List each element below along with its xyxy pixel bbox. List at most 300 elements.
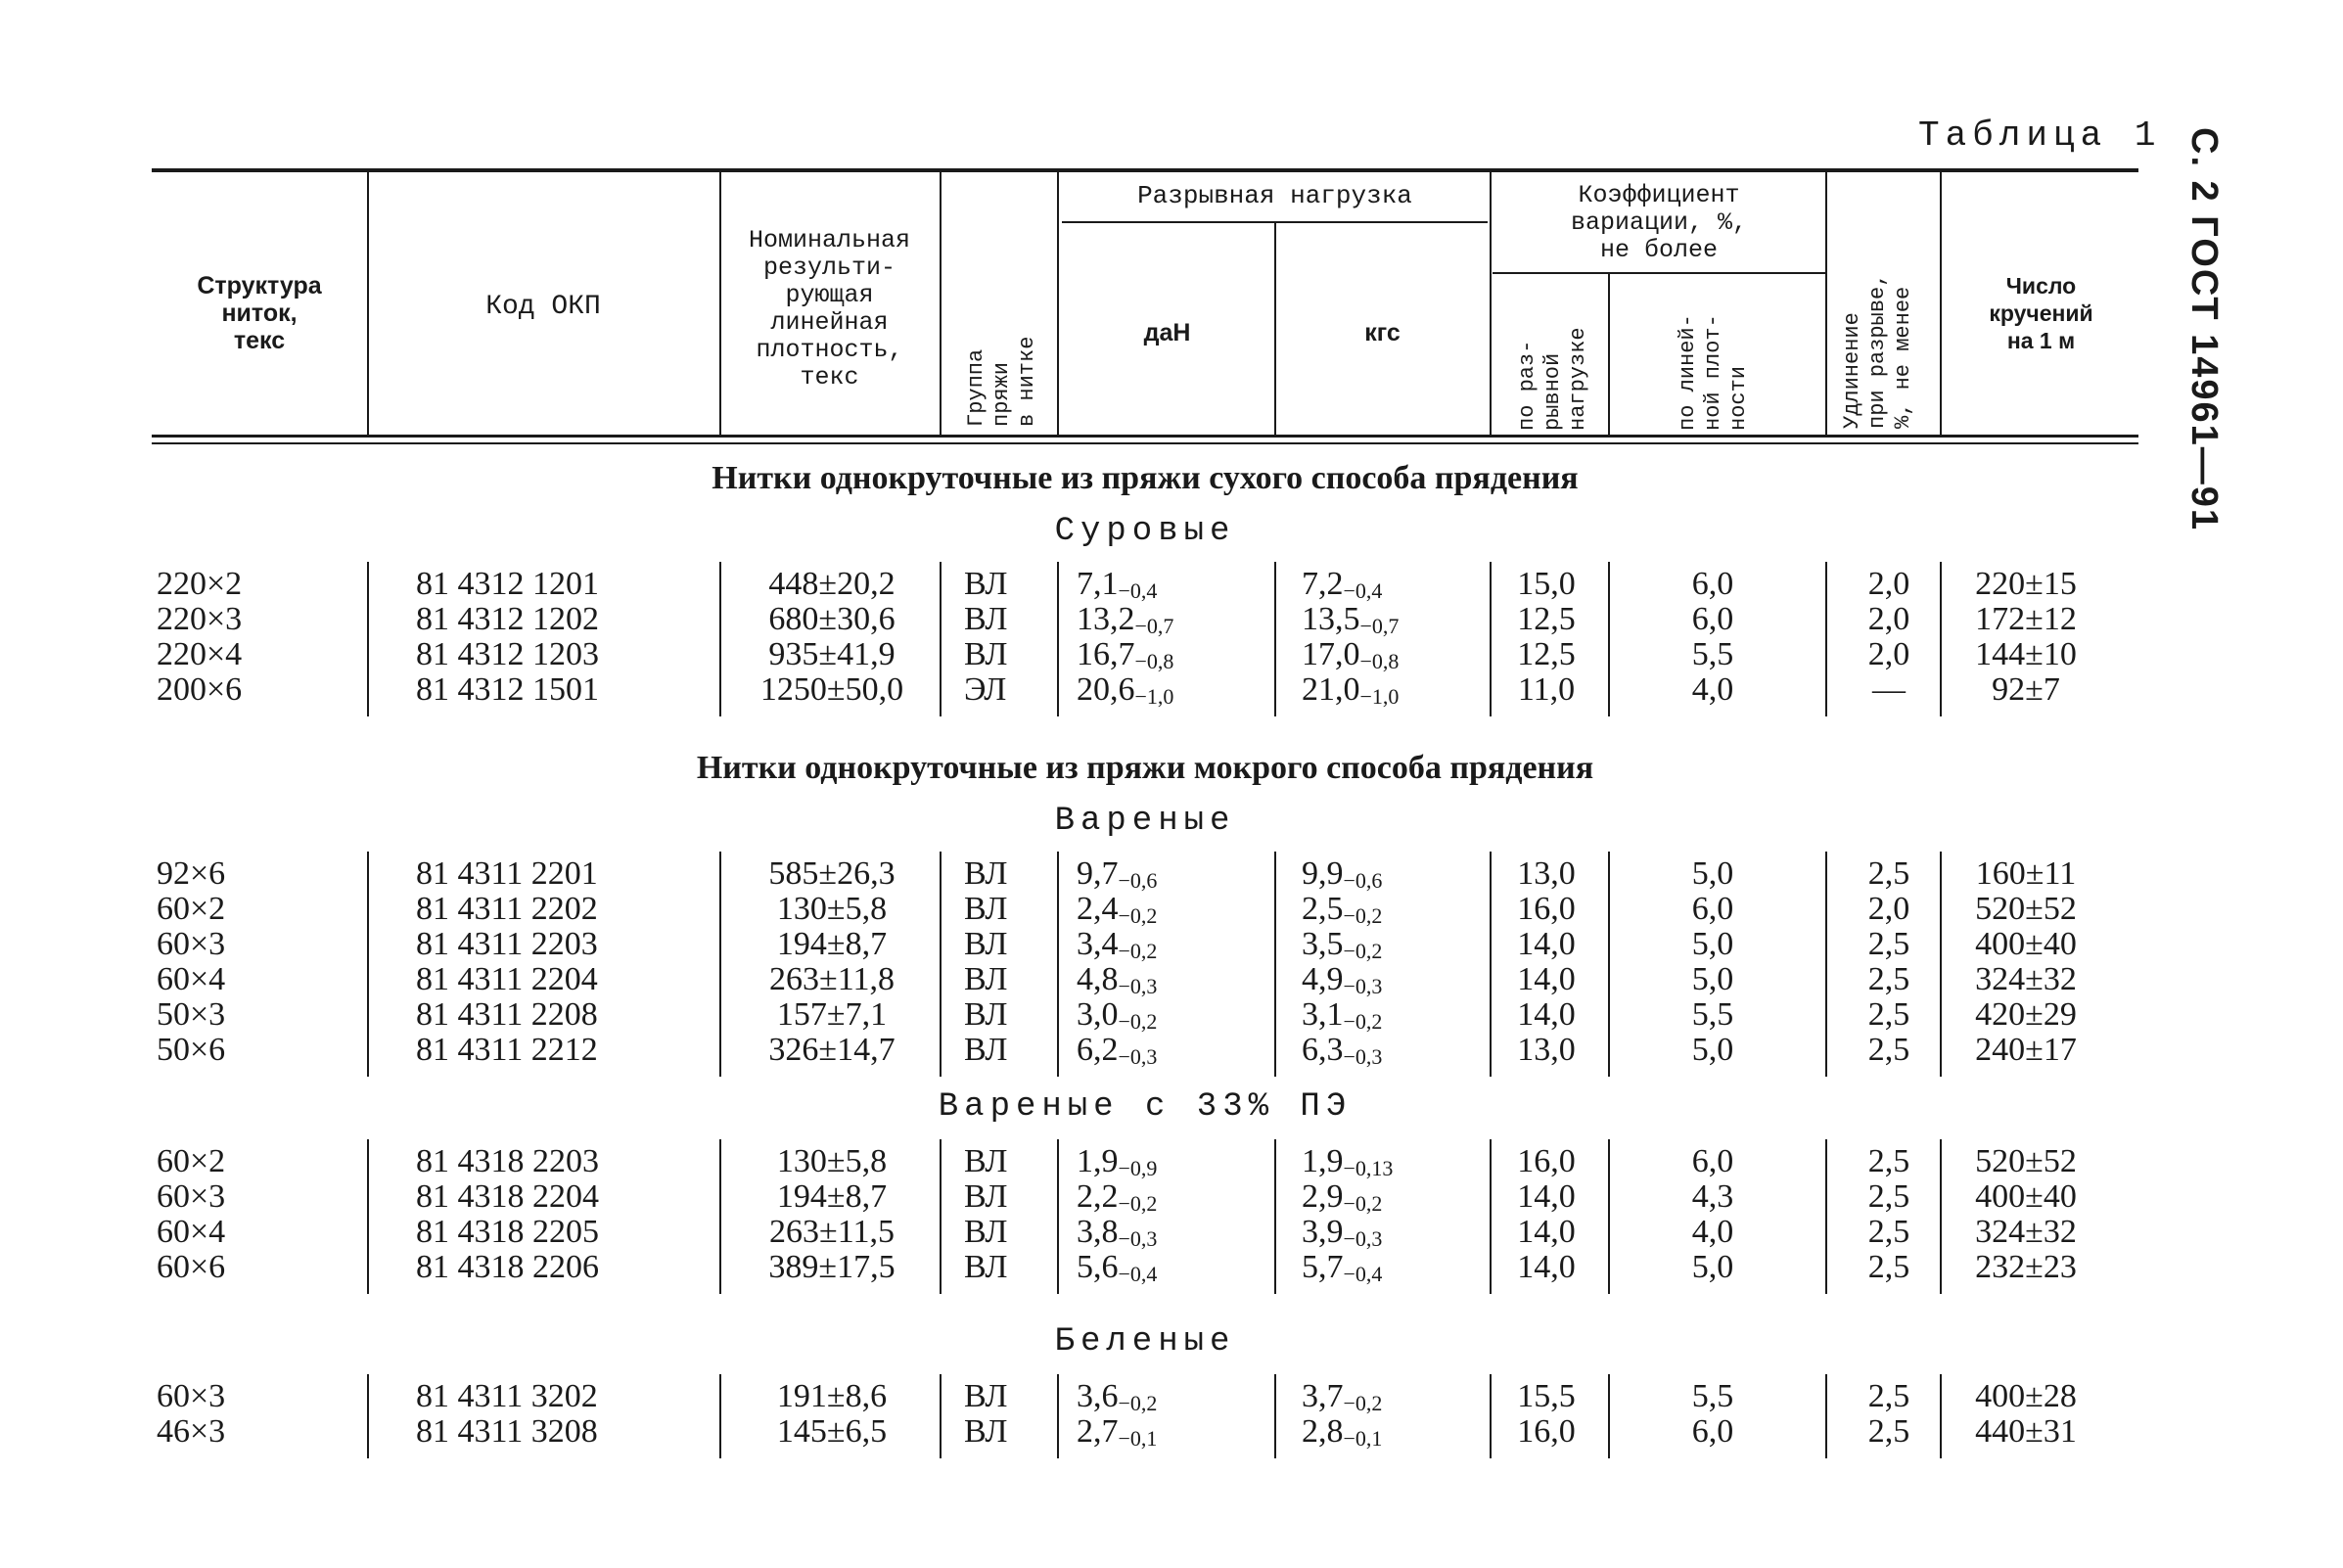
column-separator: [367, 1374, 369, 1458]
header-bottom-rule-2: [152, 442, 2138, 444]
column-separator: [1274, 1374, 1276, 1458]
value-dan: 3,6: [1077, 1378, 1119, 1414]
value-code: 81 4311 2212: [416, 1032, 598, 1068]
header-elongation: Удлинение при разрыве, %, не менее: [1840, 273, 1915, 429]
value-group: ВЛ: [964, 636, 1008, 672]
value-group: ВЛ: [964, 1178, 1008, 1215]
cell-group: [964, 855, 1023, 893]
header-divider: [1608, 274, 1610, 435]
cell-density: [744, 855, 920, 893]
header-divider: [940, 172, 942, 435]
value-elong: 2,5: [1867, 1214, 1910, 1250]
column-separator: [940, 562, 942, 716]
value-structure: 220×4: [157, 636, 243, 672]
column-separator: [1940, 1139, 1942, 1294]
value-dan: 6,2: [1077, 1032, 1119, 1068]
value-code: 81 4318 2204: [416, 1178, 599, 1215]
value-cv-load: 14,0: [1517, 1249, 1576, 1285]
value-code: 81 4312 1202: [416, 601, 599, 637]
cell-kgs: [1302, 1378, 1468, 1416]
cell-density: [744, 1032, 920, 1069]
value-twists: 400±28: [1975, 1378, 2077, 1414]
tolerance-dan: −0,4: [1118, 1262, 1158, 1286]
cell-dan: [1077, 855, 1233, 894]
header-divider: [1825, 172, 1827, 435]
value-cv-load: 15,5: [1517, 1378, 1576, 1414]
cell-cv-load: [1502, 1249, 1590, 1286]
tolerance-kgs: −0,4: [1343, 578, 1383, 603]
cell-twists: [1957, 636, 2094, 673]
cell-group: [964, 1178, 1023, 1216]
header-group: Группа пряжи в нитке: [964, 336, 1039, 427]
value-twists: 520±52: [1975, 891, 2077, 927]
value-cv-density: 6,0: [1691, 1143, 1734, 1179]
cell-twists: [1957, 601, 2094, 638]
tolerance-dan: −0,4: [1118, 578, 1158, 603]
header-top-rule: [152, 168, 2138, 172]
cell-kgs: [1302, 1143, 1468, 1181]
cell-kgs: [1302, 1178, 1468, 1217]
column-separator: [1490, 852, 1492, 1077]
column-separator: [1274, 852, 1276, 1077]
cell-elong: [1855, 961, 1923, 998]
value-twists: 240±17: [1975, 1032, 2077, 1068]
cell-dan: [1077, 1143, 1233, 1181]
cell-cv-load: [1502, 1032, 1590, 1069]
cell-dan: [1077, 1178, 1233, 1217]
value-elong: —: [1872, 671, 1906, 708]
value-structure: 60×3: [157, 1178, 226, 1215]
section-title-dry: Нитки однокруточные из пряжи сухого способа прядения: [712, 460, 1579, 496]
value-kgs: 7,2: [1302, 566, 1344, 602]
tolerance-kgs: −0,2: [1343, 1191, 1383, 1216]
column-separator: [1490, 1374, 1492, 1458]
cell-dan: [1077, 1249, 1233, 1287]
cell-density: [744, 1178, 920, 1216]
cell-dan: [1077, 671, 1233, 710]
cell-cv-density: [1654, 1143, 1771, 1180]
column-separator: [1608, 562, 1610, 716]
cell-cv-load: [1502, 1378, 1590, 1415]
cell-twists: [1957, 1378, 2094, 1415]
cell-code: [416, 855, 670, 893]
subsection-title-raw: Суровые: [1054, 513, 1236, 550]
value-structure: 60×2: [157, 891, 226, 927]
cell-cv-load: [1502, 891, 1590, 928]
cell-dan: [1077, 1378, 1233, 1416]
value-kgs: 3,9: [1302, 1214, 1344, 1250]
cell-group: [964, 1378, 1023, 1415]
value-kgs: 3,5: [1302, 926, 1344, 962]
header-kgs: кгс: [1364, 319, 1401, 346]
cell-twists: [1957, 1413, 2094, 1451]
tolerance-kgs: −0,6: [1343, 868, 1383, 893]
cell-kgs: [1302, 891, 1468, 929]
column-separator: [719, 852, 721, 1077]
value-dan: 1,9: [1077, 1143, 1119, 1179]
value-density: 157±7,1: [776, 996, 888, 1033]
page-label: С. 2 ГОСТ 14961—91: [2183, 127, 2225, 532]
value-cv-density: 4,0: [1691, 1214, 1734, 1250]
column-separator: [1490, 1139, 1492, 1294]
value-density: 130±5,8: [776, 1143, 888, 1179]
value-group: ВЛ: [964, 855, 1008, 892]
cell-kgs: [1302, 961, 1468, 999]
value-elong: 2,5: [1867, 926, 1910, 962]
cell-cv-load: [1502, 601, 1590, 638]
cell-group: [964, 926, 1023, 963]
cell-code: [416, 926, 670, 963]
cell-dan: [1077, 566, 1233, 604]
value-density: 585±26,3: [768, 855, 896, 892]
cell-structure: [157, 671, 294, 709]
value-cv-density: 5,5: [1691, 1378, 1734, 1414]
value-elong: 2,0: [1867, 891, 1910, 927]
value-structure: 60×2: [157, 1143, 226, 1179]
cell-dan: [1077, 1413, 1233, 1452]
cell-structure: [157, 996, 294, 1034]
cell-twists: [1957, 996, 2094, 1034]
cell-cv-density: [1654, 855, 1771, 893]
value-twists: 92±7: [1992, 671, 2060, 708]
cell-twists: [1957, 926, 2094, 963]
cell-kgs: [1302, 996, 1468, 1035]
cell-kgs: [1302, 1032, 1468, 1070]
cell-cv-density: [1654, 1378, 1771, 1415]
cell-elong: [1855, 636, 1923, 673]
value-cv-load: 13,0: [1517, 855, 1576, 892]
cell-dan: [1077, 636, 1233, 674]
header-density: Номинальная результи- рующая линейная плотность, текс: [748, 226, 911, 392]
cell-structure: [157, 961, 294, 998]
tolerance-kgs: −0,8: [1359, 649, 1400, 673]
value-structure: 220×2: [157, 566, 243, 602]
value-group: ВЛ: [964, 1413, 1008, 1450]
cell-cv-density: [1654, 566, 1771, 603]
value-cv-load: 14,0: [1517, 1214, 1576, 1250]
value-elong: 2,5: [1867, 961, 1910, 997]
value-dan: 3,8: [1077, 1214, 1119, 1250]
value-dan: 3,0: [1077, 996, 1119, 1033]
cell-group: [964, 996, 1023, 1034]
header-structure: Структура ниток, текс: [197, 272, 322, 354]
value-cv-load: 16,0: [1517, 1143, 1576, 1179]
cell-code: [416, 996, 670, 1034]
value-group: ВЛ: [964, 1214, 1008, 1250]
value-twists: 400±40: [1975, 1178, 2077, 1215]
value-twists: 420±29: [1975, 996, 2077, 1033]
value-structure: 200×6: [157, 671, 243, 708]
cell-dan: [1077, 601, 1233, 639]
cell-group: [964, 891, 1023, 928]
cell-density: [744, 636, 920, 673]
cell-density: [744, 961, 920, 998]
value-kgs: 2,9: [1302, 1178, 1344, 1215]
value-code: 81 4318 2206: [416, 1249, 599, 1285]
cell-code: [416, 1178, 670, 1216]
value-code: 81 4311 2208: [416, 996, 598, 1033]
cell-twists: [1957, 891, 2094, 928]
value-cv-load: 16,0: [1517, 1413, 1576, 1450]
cell-structure: [157, 1143, 294, 1180]
value-density: 935±41,9: [768, 636, 896, 672]
tolerance-kgs: −0,3: [1343, 1226, 1383, 1251]
value-cv-density: 4,3: [1691, 1178, 1734, 1215]
value-elong: 2,0: [1867, 566, 1910, 602]
value-dan: 2,7: [1077, 1413, 1119, 1450]
cell-structure: [157, 1032, 294, 1069]
value-group: ВЛ: [964, 961, 1008, 997]
value-density: 191±8,6: [776, 1378, 888, 1414]
cell-group: [964, 671, 1023, 709]
cell-cv-load: [1502, 926, 1590, 963]
value-code: 81 4311 3208: [416, 1413, 598, 1450]
header-variation-load: по раз- рывной нагрузке: [1515, 327, 1590, 431]
cell-structure: [157, 1413, 294, 1451]
value-code: 81 4311 2203: [416, 926, 598, 962]
cell-cv-load: [1502, 636, 1590, 673]
cell-density: [744, 601, 920, 638]
cell-density: [744, 1378, 920, 1415]
cell-kgs: [1302, 926, 1468, 964]
cell-dan: [1077, 996, 1233, 1035]
value-cv-load: 16,0: [1517, 891, 1576, 927]
column-separator: [367, 852, 369, 1077]
value-cv-density: 5,0: [1691, 961, 1734, 997]
value-elong: 2,5: [1867, 1032, 1910, 1068]
value-code: 81 4312 1203: [416, 636, 599, 672]
value-code: 81 4311 2202: [416, 891, 598, 927]
cell-code: [416, 1214, 670, 1251]
cell-elong: [1855, 855, 1923, 893]
column-separator: [1057, 562, 1059, 716]
cell-group: [964, 601, 1023, 638]
cell-elong: [1855, 1214, 1923, 1251]
column-separator: [940, 1374, 942, 1458]
cell-cv-load: [1502, 1178, 1590, 1216]
cell-cv-density: [1654, 1178, 1771, 1216]
column-separator: [1608, 1374, 1610, 1458]
value-cv-density: 6,0: [1691, 601, 1734, 637]
cell-structure: [157, 566, 294, 603]
cell-density: [744, 1143, 920, 1180]
cell-cv-load: [1502, 1143, 1590, 1180]
cell-twists: [1957, 671, 2094, 709]
cell-density: [744, 1413, 920, 1451]
value-code: 81 4312 1201: [416, 566, 599, 602]
tolerance-kgs: −0,3: [1343, 1044, 1383, 1069]
value-cv-load: 12,5: [1517, 636, 1576, 672]
value-structure: 60×4: [157, 1214, 226, 1250]
tolerance-dan: −0,2: [1118, 939, 1158, 963]
cell-kgs: [1302, 601, 1468, 639]
cell-elong: [1855, 996, 1923, 1034]
cell-group: [964, 1143, 1023, 1180]
cell-group: [964, 1214, 1023, 1251]
tolerance-dan: −0,8: [1134, 649, 1174, 673]
column-separator: [1490, 562, 1492, 716]
subsection-title-boiled: Вареные: [1054, 803, 1236, 840]
cell-elong: [1855, 1032, 1923, 1069]
value-elong: 2,5: [1867, 1178, 1910, 1215]
column-separator: [1940, 562, 1942, 716]
tolerance-dan: −0,3: [1118, 1044, 1158, 1069]
value-twists: 520±52: [1975, 1143, 2077, 1179]
header-divider: [1490, 172, 1492, 435]
cell-code: [416, 636, 670, 673]
value-twists: 440±31: [1975, 1413, 2077, 1450]
cell-elong: [1855, 1413, 1923, 1451]
value-structure: 92×6: [157, 855, 226, 892]
tolerance-dan: −0,3: [1118, 974, 1158, 998]
value-cv-density: 5,0: [1691, 1249, 1734, 1285]
tolerance-dan: −0,6: [1118, 868, 1158, 893]
cell-code: [416, 1143, 670, 1180]
header-bottom-rule-1: [152, 435, 2138, 438]
cell-twists: [1957, 1178, 2094, 1216]
value-twists: 160±11: [1975, 855, 2077, 892]
tolerance-kgs: −0,2: [1343, 1391, 1383, 1415]
value-elong: 2,5: [1867, 855, 1910, 892]
value-group: ВЛ: [964, 1143, 1008, 1179]
value-code: 81 4311 3202: [416, 1378, 598, 1414]
cell-structure: [157, 1214, 294, 1251]
value-dan: 2,2: [1077, 1178, 1119, 1215]
value-twists: 232±23: [1975, 1249, 2077, 1285]
value-elong: 2,0: [1867, 601, 1910, 637]
cell-code: [416, 1413, 670, 1451]
cell-group: [964, 566, 1023, 603]
cell-density: [744, 926, 920, 963]
cell-dan: [1077, 1032, 1233, 1070]
cell-code: [416, 601, 670, 638]
cell-structure: [157, 926, 294, 963]
cell-elong: [1855, 1378, 1923, 1415]
value-cv-load: 11,0: [1517, 671, 1576, 708]
value-twists: 144±10: [1975, 636, 2077, 672]
column-separator: [1825, 1374, 1827, 1458]
value-cv-load: 14,0: [1517, 996, 1576, 1033]
value-kgs: 4,9: [1302, 961, 1344, 997]
column-separator: [1274, 1139, 1276, 1294]
cell-structure: [157, 636, 294, 673]
tolerance-kgs: −0,2: [1343, 939, 1383, 963]
cell-code: [416, 1249, 670, 1286]
cell-kgs: [1302, 671, 1468, 710]
value-density: 680±30,6: [768, 601, 896, 637]
cell-kgs: [1302, 1214, 1468, 1252]
cell-code: [416, 891, 670, 928]
cell-structure: [157, 1178, 294, 1216]
value-group: ЭЛ: [964, 671, 1007, 708]
cell-density: [744, 891, 920, 928]
header-code: Код ОКП: [485, 292, 601, 322]
tolerance-kgs: −0,7: [1359, 614, 1400, 638]
cell-group: [964, 636, 1023, 673]
tolerance-dan: −0,2: [1118, 1391, 1158, 1415]
value-density: 145±6,5: [776, 1413, 888, 1450]
cell-group: [964, 961, 1023, 998]
cell-cv-density: [1654, 636, 1771, 673]
value-group: ВЛ: [964, 1378, 1008, 1414]
cell-code: [416, 566, 670, 603]
cell-kgs: [1302, 855, 1468, 894]
cell-group: [964, 1413, 1023, 1451]
value-elong: 2,5: [1867, 1143, 1910, 1179]
value-density: 448±20,2: [768, 566, 896, 602]
tolerance-kgs: −0,2: [1343, 1009, 1383, 1034]
header-divider: [719, 172, 721, 435]
value-cv-density: 5,0: [1691, 926, 1734, 962]
tolerance-kgs: −0,1: [1343, 1426, 1383, 1451]
value-kgs: 5,7: [1302, 1249, 1344, 1285]
cell-density: [744, 996, 920, 1034]
value-elong: 2,5: [1867, 1413, 1910, 1450]
value-cv-load: 15,0: [1517, 566, 1576, 602]
value-cv-density: 4,0: [1691, 671, 1734, 708]
value-kgs: 2,5: [1302, 891, 1344, 927]
value-cv-density: 5,5: [1691, 996, 1734, 1033]
tolerance-kgs: −0,13: [1343, 1156, 1394, 1180]
cell-density: [744, 1249, 920, 1286]
value-elong: 2,5: [1867, 1378, 1910, 1414]
value-group: ВЛ: [964, 601, 1008, 637]
value-twists: 324±32: [1975, 961, 2077, 997]
cell-structure: [157, 891, 294, 928]
column-separator: [1940, 1374, 1942, 1458]
cell-group: [964, 1032, 1023, 1069]
column-separator: [1825, 562, 1827, 716]
value-structure: 60×4: [157, 961, 226, 997]
cell-cv-density: [1654, 996, 1771, 1034]
value-density: 326±14,7: [768, 1032, 896, 1068]
cell-cv-density: [1654, 671, 1771, 709]
cell-structure: [157, 855, 294, 893]
cell-code: [416, 961, 670, 998]
column-separator: [1274, 562, 1276, 716]
column-separator: [367, 562, 369, 716]
value-cv-density: 6,0: [1691, 566, 1734, 602]
table-title: Таблица 1: [1918, 115, 2162, 156]
cell-cv-load: [1502, 1413, 1590, 1451]
value-group: ВЛ: [964, 926, 1008, 962]
cell-twists: [1957, 566, 2094, 603]
value-structure: 50×6: [157, 1032, 226, 1068]
column-separator: [1057, 852, 1059, 1077]
tolerance-kgs: −0,3: [1343, 974, 1383, 998]
value-structure: 46×3: [157, 1413, 226, 1450]
value-density: 130±5,8: [776, 891, 888, 927]
cell-twists: [1957, 1032, 2094, 1069]
cell-twists: [1957, 855, 2094, 893]
value-density: 389±17,5: [768, 1249, 896, 1285]
cell-elong: [1855, 1249, 1923, 1286]
value-dan: 2,4: [1077, 891, 1119, 927]
value-cv-load: 13,0: [1517, 1032, 1576, 1068]
value-group: ВЛ: [964, 566, 1008, 602]
value-kgs: 6,3: [1302, 1032, 1344, 1068]
tolerance-dan: −0,2: [1118, 903, 1158, 928]
cell-twists: [1957, 1143, 2094, 1180]
column-separator: [1825, 1139, 1827, 1294]
cell-elong: [1855, 671, 1923, 709]
cell-twists: [1957, 1214, 2094, 1251]
value-group: ВЛ: [964, 1249, 1008, 1285]
tolerance-dan: −0,7: [1134, 614, 1174, 638]
cell-kgs: [1302, 1413, 1468, 1452]
cell-kgs: [1302, 636, 1468, 674]
header-variation: Коэффициент вариации, %, не более: [1570, 181, 1748, 264]
